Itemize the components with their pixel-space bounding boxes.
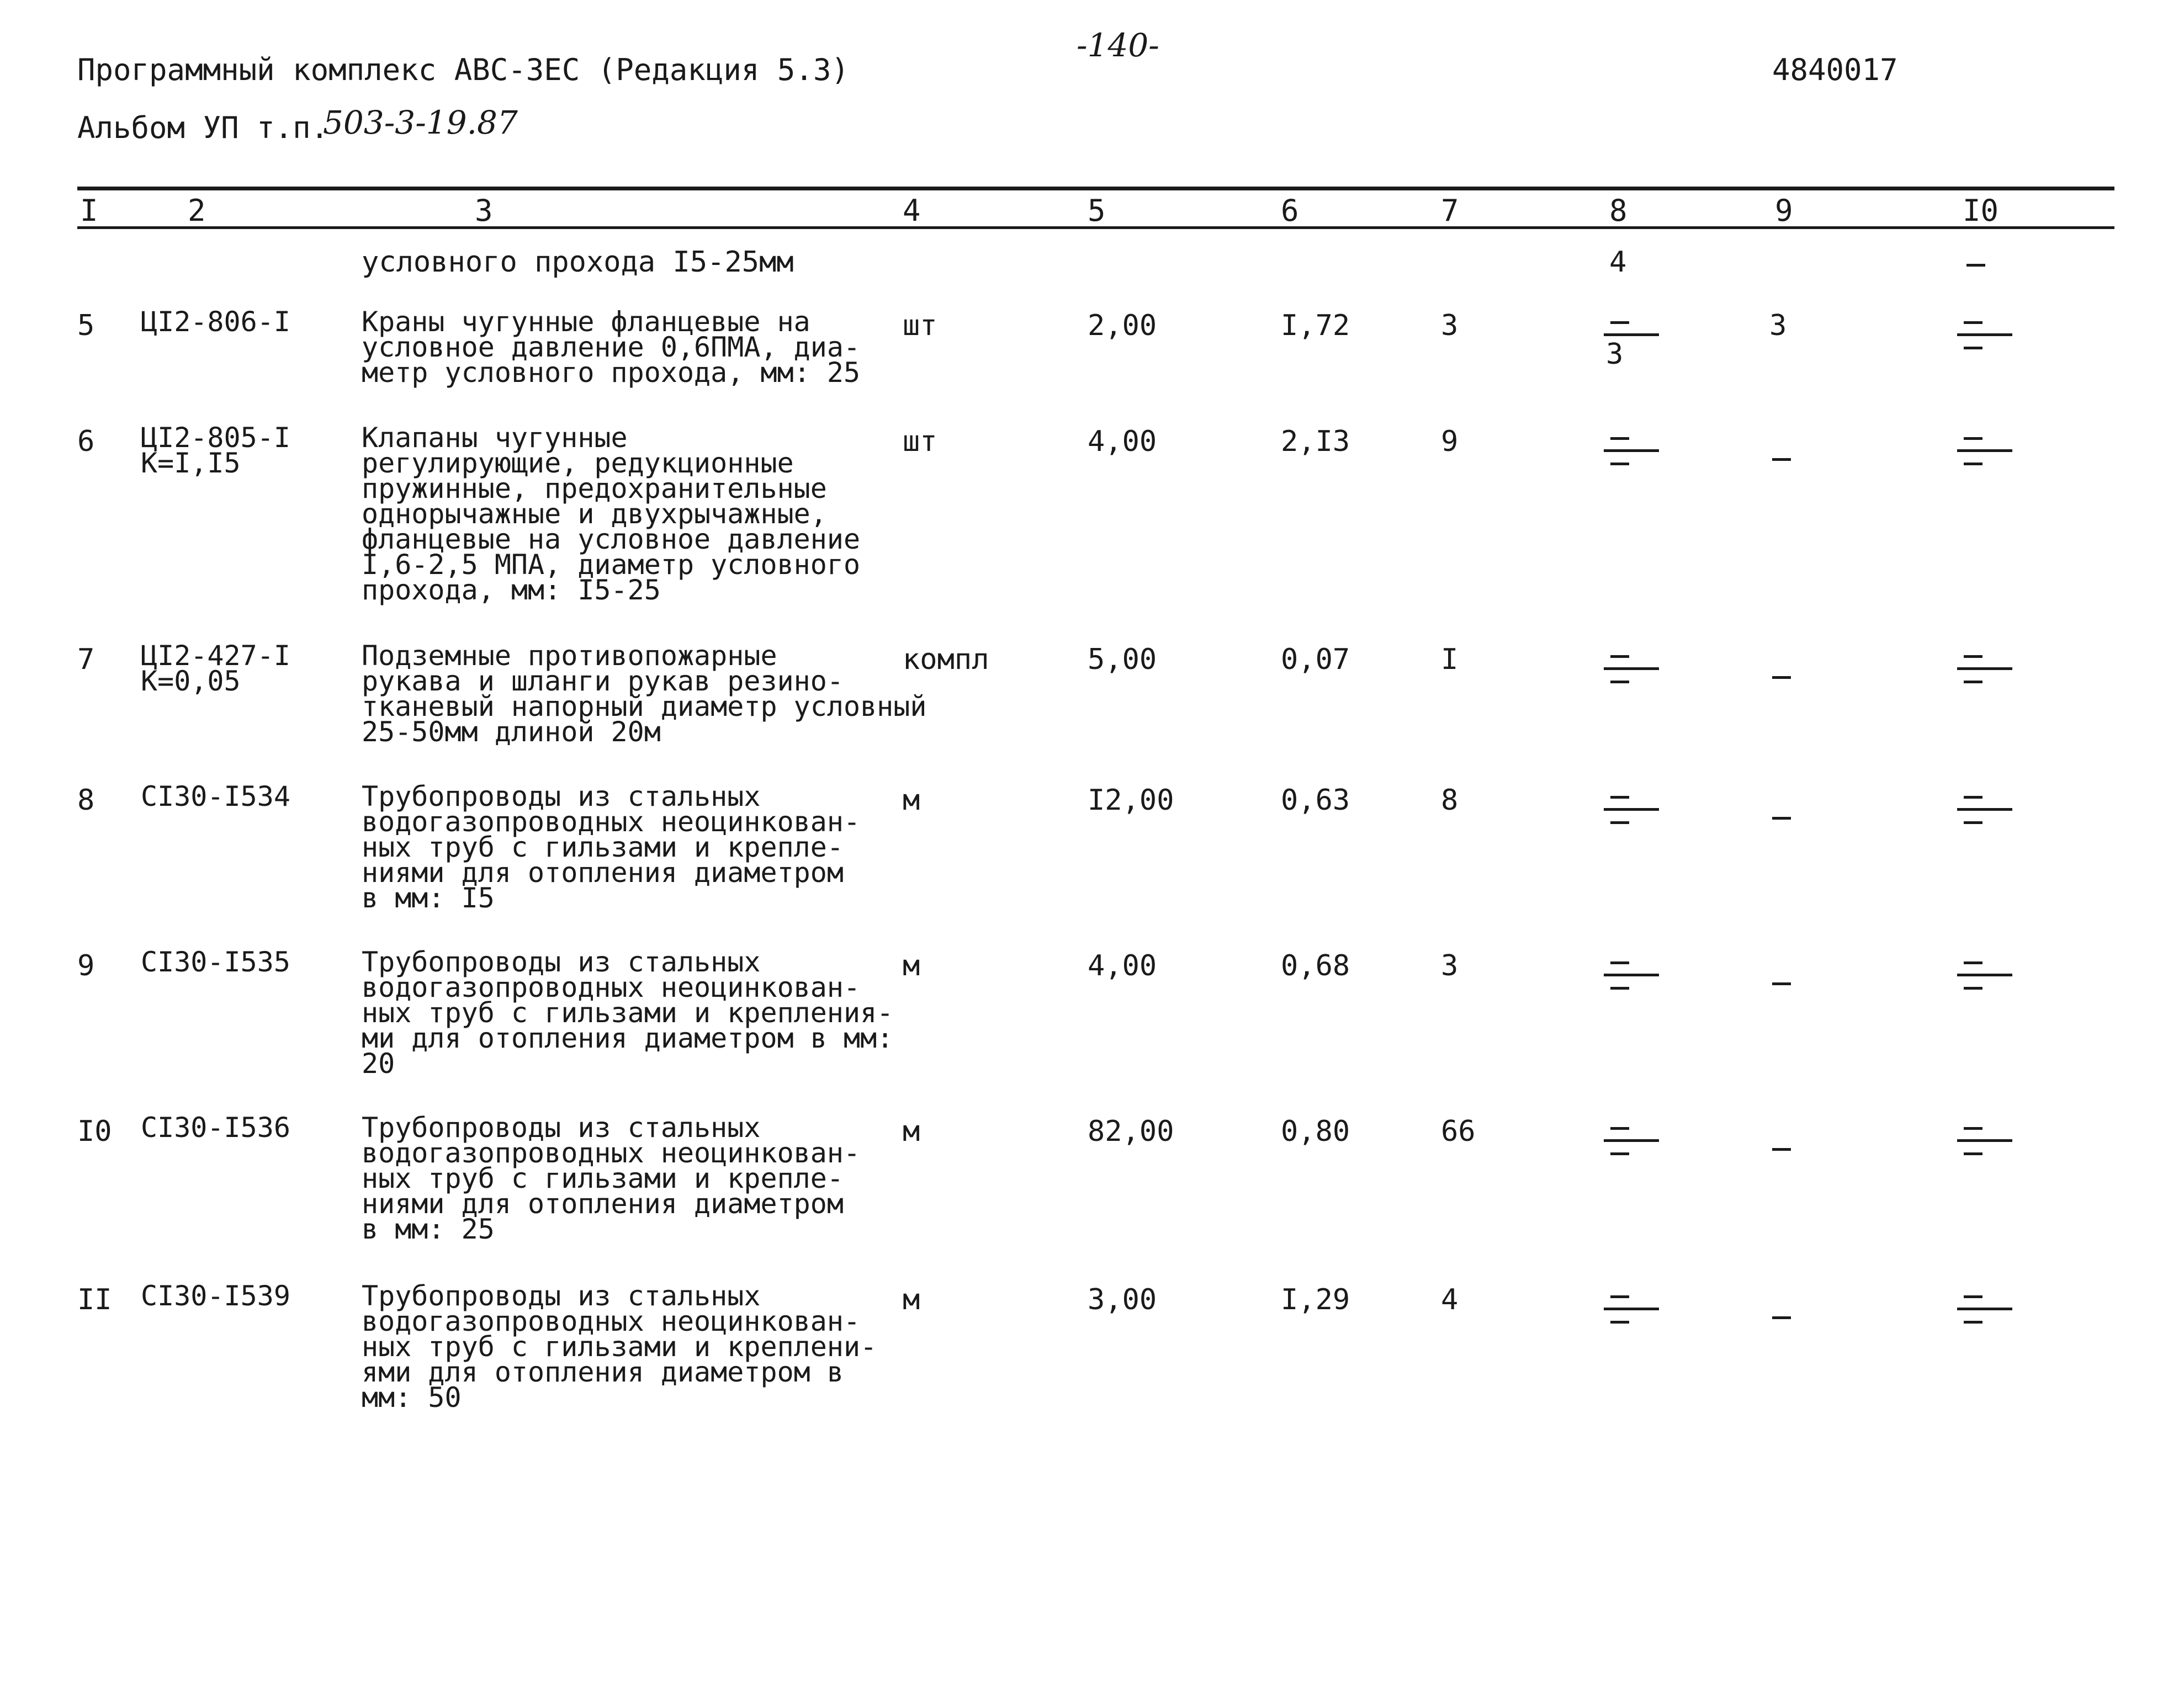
fraction-dash xyxy=(1610,1152,1629,1155)
col8-fraction xyxy=(1604,643,1664,704)
code-line: СI30-I536 xyxy=(141,1112,290,1144)
row-number: 9 xyxy=(77,949,95,982)
fraction-dash xyxy=(1610,796,1629,799)
row-description xyxy=(362,306,861,389)
column-number-4: 4 xyxy=(903,193,921,228)
row-code xyxy=(141,780,290,812)
description-line: метр условного прохода, мм: 25 xyxy=(362,357,861,389)
description-line: ми для отопления диаметром в мм: xyxy=(362,1022,894,1054)
column-number-8: 8 xyxy=(1609,193,1628,228)
fraction-dash xyxy=(1610,987,1629,990)
row-number: 5 xyxy=(77,309,95,342)
fraction-bar xyxy=(1957,1308,2012,1310)
fraction-bar xyxy=(1604,449,1659,452)
fraction-dash xyxy=(1964,1152,1982,1155)
column-number-7: 7 xyxy=(1441,193,1459,228)
code-line: К=0,05 xyxy=(141,665,241,697)
column-number-6: 6 xyxy=(1281,193,1299,228)
fraction-dash xyxy=(1610,961,1629,964)
code-line: ЦI2-806-I xyxy=(141,306,290,338)
row-unit: м xyxy=(903,949,920,982)
col10-fraction xyxy=(1957,309,2018,370)
row-col7: 3 xyxy=(1441,309,1459,342)
row-col6: 2,I3 xyxy=(1281,425,1350,458)
fraction-dash xyxy=(1964,1321,1982,1324)
fraction-dash xyxy=(1610,655,1629,658)
col9-dash xyxy=(1772,1316,1791,1319)
fraction-dash xyxy=(1964,961,1982,964)
description-line: фланцевые на условное давление xyxy=(362,523,861,555)
row-number: I0 xyxy=(77,1115,112,1148)
row-description xyxy=(362,946,894,1080)
row-code xyxy=(141,306,290,338)
row-col5: 2,00 xyxy=(1088,309,1157,342)
fraction-bar xyxy=(1604,974,1659,976)
row-unit: м xyxy=(903,1283,920,1316)
description-line: ных труб с гильзами и крепле- xyxy=(362,831,844,863)
fraction-bar xyxy=(1604,808,1659,811)
col9-dash xyxy=(1772,676,1791,679)
fraction-dash xyxy=(1610,1295,1629,1298)
description-line: пружинные, предохранительные xyxy=(362,472,827,504)
row-col5: I2,00 xyxy=(1088,784,1174,817)
col9-dash xyxy=(1772,982,1791,985)
album-number: 503-3-19.87 xyxy=(323,104,518,141)
description-line: Трубопроводы из стальных xyxy=(362,946,761,978)
description-line: условное давление 0,6ПМА, диа- xyxy=(362,331,861,363)
description-line: водогазопроводных неоцинкован- xyxy=(362,1137,861,1169)
col8-fraction xyxy=(1604,309,1664,370)
column-number-1: I xyxy=(80,193,98,228)
fraction-value: 3 xyxy=(1606,338,1624,371)
row-code xyxy=(141,1280,290,1312)
description-line: рукава и шланги рукав резино- xyxy=(362,665,844,697)
fraction-dash xyxy=(1610,681,1629,683)
row-col7: 66 xyxy=(1441,1115,1476,1148)
row-unit: компл xyxy=(903,643,989,676)
fraction-bar xyxy=(1957,667,2012,670)
description-line: ных труб с гильзами и крепле- xyxy=(362,1162,844,1194)
fraction-dash xyxy=(1964,655,1982,658)
program-title: Программный комплекс АВС-3ЕС (Редакция 5.3) xyxy=(77,52,849,87)
fraction-dash xyxy=(1964,987,1982,990)
fraction-bar xyxy=(1957,333,2012,336)
code-line: СI30-I534 xyxy=(141,780,290,812)
row-code xyxy=(141,422,290,479)
description-line: Трубопроводы из стальных xyxy=(362,1112,761,1144)
description-line: регулирующие, редукционные xyxy=(362,447,794,479)
description-line: Краны чугунные фланцевые на xyxy=(362,306,810,338)
fraction-dash xyxy=(1964,437,1982,440)
col8-fraction xyxy=(1604,784,1664,844)
fraction-bar xyxy=(1604,1139,1659,1142)
code-line: К=I,I5 xyxy=(141,447,241,479)
fraction-bar xyxy=(1957,1139,2012,1142)
description-line: ниями для отопления диаметром xyxy=(362,1188,844,1220)
column-number-10: I0 xyxy=(1963,193,1999,228)
row-code xyxy=(141,946,290,978)
description-line: Трубопроводы из стальных xyxy=(362,1280,761,1312)
description-line: 20 xyxy=(362,1048,395,1080)
row-col5: 4,00 xyxy=(1088,949,1157,982)
col8-fraction xyxy=(1604,1283,1664,1344)
row-number: II xyxy=(77,1283,112,1316)
row-number: 6 xyxy=(77,425,95,458)
fraction-bar xyxy=(1957,449,2012,452)
row-number: 7 xyxy=(77,643,95,676)
fraction-bar xyxy=(1957,974,2012,976)
row-col6: 0,80 xyxy=(1281,1115,1350,1148)
row-col7: 4 xyxy=(1441,1283,1459,1316)
description-line: водогазопроводных неоцинкован- xyxy=(362,1305,861,1337)
description-line: ниями для отопления диаметром xyxy=(362,857,844,889)
fraction-dash xyxy=(1964,1127,1982,1130)
col8-fraction xyxy=(1604,1115,1664,1176)
fraction-dash xyxy=(1610,1321,1629,1324)
row-col6: 0,63 xyxy=(1281,784,1350,817)
row-description xyxy=(362,780,861,914)
row-unit: шт xyxy=(903,309,937,342)
fraction-dash xyxy=(1964,1295,1982,1298)
row-description xyxy=(362,422,861,606)
fraction-bar xyxy=(1604,667,1659,670)
col10-fraction xyxy=(1957,949,2018,1010)
row-col6: I,29 xyxy=(1281,1283,1350,1316)
description-line: мм: 50 xyxy=(362,1381,462,1414)
row-col7: 9 xyxy=(1441,425,1459,458)
row-description xyxy=(362,640,927,748)
code-line: ЦI2-805-I xyxy=(141,422,290,454)
description-line: Клапаны чугунные xyxy=(362,422,628,454)
row-col5: 4,00 xyxy=(1088,425,1157,458)
row-col5: 5,00 xyxy=(1088,643,1157,676)
description-line: однорычажные и двухрычажные, xyxy=(362,498,827,530)
description-line: ных труб с гильзами и креплени- xyxy=(362,1331,877,1363)
col10-fraction xyxy=(1957,784,2018,844)
fraction-dash xyxy=(1964,681,1982,683)
row-col7: 8 xyxy=(1441,784,1459,817)
continuation-desc: условного прохода I5-25мм xyxy=(362,246,794,279)
row-col6: 0,68 xyxy=(1281,949,1350,982)
row-col7: I xyxy=(1441,643,1459,676)
col10-fraction xyxy=(1957,643,2018,704)
description-line: ями для отопления диаметром в xyxy=(362,1356,844,1388)
fraction-bar xyxy=(1604,1308,1659,1310)
row-unit: м xyxy=(903,784,920,817)
description-line: Трубопроводы из стальных xyxy=(362,780,761,812)
column-number-5: 5 xyxy=(1088,193,1106,228)
fraction-dash xyxy=(1610,1127,1629,1130)
col9-dash xyxy=(1772,1148,1791,1151)
col9-dash xyxy=(1772,458,1791,461)
row-col6: 0,07 xyxy=(1281,643,1350,676)
description-line: ных труб с гильзами и крепления- xyxy=(362,997,894,1029)
code-line: СI30-I535 xyxy=(141,946,290,978)
description-line: в мм: I5 xyxy=(362,882,495,914)
row-col7: 3 xyxy=(1441,949,1459,982)
column-number-9: 9 xyxy=(1775,193,1793,228)
row-code xyxy=(141,640,290,697)
fraction-dash xyxy=(1964,821,1982,824)
code-line: ЦI2-427-I xyxy=(141,640,290,672)
description-line: прохода, мм: I5-25 xyxy=(362,574,661,606)
column-number-3: 3 xyxy=(475,193,493,228)
fraction-dash xyxy=(1964,796,1982,799)
row-number: 8 xyxy=(77,784,95,817)
fraction-dash xyxy=(1610,437,1629,440)
fraction-dash xyxy=(1610,821,1629,824)
column-number-2: 2 xyxy=(188,193,206,228)
header-top-rule xyxy=(77,187,2114,190)
row-col5: 82,00 xyxy=(1088,1115,1174,1148)
album-label: Альбом УП т.п. xyxy=(77,110,329,145)
col8-fraction xyxy=(1604,425,1664,486)
description-line: тканевый напорный диаметр условный xyxy=(362,690,927,722)
description-line: Подземные противопожарные xyxy=(362,640,777,672)
col8-fraction xyxy=(1604,949,1664,1010)
fraction-dash xyxy=(1964,321,1982,324)
document-code: 4840017 xyxy=(1772,52,1898,87)
description-line: водогазопроводных неоцинкован- xyxy=(362,971,861,1003)
description-line: I,6-2,5 МПА, диаметр условного xyxy=(362,549,861,581)
row-description xyxy=(362,1280,877,1414)
col9-dash xyxy=(1772,817,1791,820)
row-col5: 3,00 xyxy=(1088,1283,1157,1316)
fraction-dash xyxy=(1964,347,1982,349)
fraction-bar xyxy=(1604,333,1659,336)
col10-fraction xyxy=(1957,425,2018,486)
col10-fraction xyxy=(1957,1283,2018,1344)
fraction-dash xyxy=(1610,321,1629,324)
fraction-dash xyxy=(1964,463,1982,465)
row-col9: 3 xyxy=(1769,309,1787,342)
fraction-bar xyxy=(1957,808,2012,811)
continuation-col10-dash xyxy=(1966,264,1985,267)
fraction-dash xyxy=(1610,463,1629,465)
row-description xyxy=(362,1112,861,1245)
continuation-col8: 4 xyxy=(1609,246,1627,279)
row-unit: шт xyxy=(903,425,937,458)
row-col6: I,72 xyxy=(1281,309,1350,342)
row-unit: м xyxy=(903,1115,920,1148)
page-number: -140- xyxy=(1077,26,1159,64)
row-code xyxy=(141,1112,290,1144)
code-line: СI30-I539 xyxy=(141,1280,290,1312)
description-line: водогазопроводных неоцинкован- xyxy=(362,806,861,838)
description-line: 25-50мм длиной 20м xyxy=(362,716,661,748)
col10-fraction xyxy=(1957,1115,2018,1176)
description-line: в мм: 25 xyxy=(362,1213,495,1245)
